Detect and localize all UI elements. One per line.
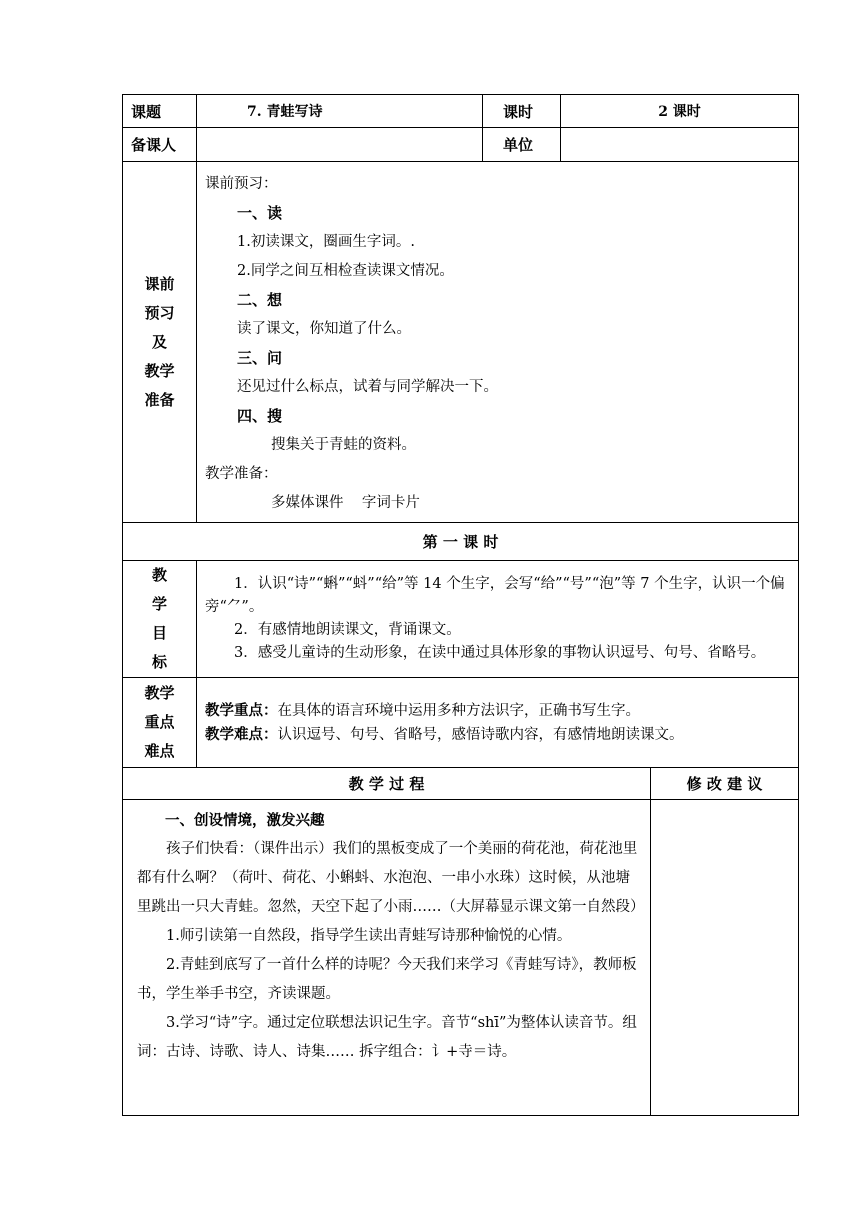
process-header-right: 修 改 建 议: [651, 768, 799, 800]
prep-label: [123, 162, 197, 523]
goals-label-line: 教: [151, 566, 167, 584]
preparer-value-cell: [197, 128, 483, 162]
lesson-title: 第 一 课 时: [123, 523, 799, 561]
prep-heading: 四、搜: [237, 407, 283, 425]
unit-label-cell: [483, 128, 561, 162]
period-value: 2 课时: [658, 104, 701, 120]
header-row-topic: [123, 95, 799, 128]
prep-row: [123, 162, 799, 523]
unit-value-cell: [561, 128, 799, 162]
prep-line: 还见过什么标点，试着与同学解决一下。: [237, 379, 498, 395]
prep-label-line: 准备: [144, 390, 175, 409]
keys-label-line: 难点: [144, 742, 175, 760]
process-section-title: 一、创设情境，激发兴趣: [165, 812, 325, 829]
prep-heading: 一、读: [237, 204, 283, 222]
period-value-cell: [561, 95, 799, 128]
process-paragraph: 2.青蛙到底写了一首什么样的诗呢？今天我们来学习《青蛙写诗》，教师板书，学生举手书空，齐读课题。: [137, 957, 637, 1002]
keys-content: [197, 678, 799, 768]
prep-line: 搜集关于青蛙的资料。: [271, 437, 416, 453]
prep-label-line: 预习: [144, 303, 175, 322]
prep-label-line: 及: [151, 332, 167, 351]
difficulty-line: [205, 723, 790, 747]
lesson-title-row: [123, 523, 799, 561]
period-label: 课时: [503, 102, 534, 121]
difficulty-label: 教学难点：: [205, 725, 278, 743]
period-label-cell: [483, 95, 561, 128]
goals-label: [123, 561, 197, 678]
goals-content: [197, 561, 799, 678]
preparer-label-cell: [123, 128, 197, 162]
difficulty-text: 认识逗号、句号、省略号，感悟诗歌内容，有感情地朗读课文。: [277, 726, 684, 743]
lesson-plan: [122, 94, 798, 1116]
topic-value: 7. 青蛙写诗: [247, 104, 323, 120]
topic-label-cell: [123, 95, 197, 128]
prep-content: [197, 162, 799, 523]
focus-text: 在具体的语言环境中运用多种方法识字，正确书写生字。: [277, 702, 640, 719]
keys-label: [123, 678, 197, 768]
prep-line: 读了课文，你知道了什么。: [237, 321, 411, 337]
goals-label-line: 标: [151, 653, 167, 671]
focus-line: [205, 699, 790, 723]
goal-item: 1．认识“诗”“蝌”“蚪”“给”等 14 个生字，会写“给”“号”“泡”等 7 个生字，认识一个偏旁“⺈”。: [205, 576, 785, 615]
goal-item: 2．有感情地朗读课文，背诵课文。: [234, 622, 461, 638]
prep-label-line: 课前: [144, 274, 175, 293]
process-header-left: 教 学 过 程: [123, 768, 651, 800]
goals-label-line: 学: [151, 595, 167, 613]
preparer-label: 备课人: [131, 136, 177, 154]
process-header-row: [123, 768, 799, 800]
goals-row: [123, 561, 799, 678]
goals-label-line: 目: [151, 624, 167, 642]
prep-line: 1.初读课文，圈画生字词。.: [237, 234, 415, 250]
lesson-plan-table: [122, 94, 799, 1116]
prep-heading: 二、想: [237, 291, 283, 309]
process-paragraph: 孩子们快看：（课件出示）我们的黑板变成了一个美丽的荷花池，荷花池里都有什么啊？（荷叶、荷花、小蝌蚪、水泡泡、一串小水珠）这时候，从池塘里跳出一只大青蛙。忽然，天空下起了小雨……（大屏幕显示课文第一自然段）: [137, 841, 645, 915]
keys-label-line: 重点: [144, 713, 175, 731]
revision-suggestion-cell: [651, 800, 799, 1116]
prep-heading: 三、问: [237, 349, 283, 367]
goal-item: 3．感受儿童诗的生动形象，在读中通过具体形象的事物认识逗号、句号、省略号。: [234, 645, 766, 661]
focus-label: 教学重点：: [205, 701, 278, 719]
prep-intro: 课前预习：: [205, 176, 278, 192]
topic-value-cell: [197, 95, 483, 128]
process-content: [123, 800, 651, 1116]
prep-label-line: 教学: [144, 361, 175, 380]
header-row-preparer: [123, 128, 799, 162]
process-row: [123, 800, 799, 1116]
process-paragraph: 3.学习“诗”字。通过定位联想法识记生字。音节“shī”为整体认读音节。组词：古诗、诗歌、诗人、诗集…… 拆字组合：讠+寺＝诗。: [137, 1015, 637, 1060]
keys-label-line: 教学: [144, 684, 175, 702]
prep-line: 2.同学之间互相检查读课文情况。: [237, 263, 454, 279]
keys-row: [123, 678, 799, 768]
topic-label: 课题: [131, 102, 162, 121]
teach-prep-items: 多媒体课件 字词卡片: [271, 495, 420, 511]
process-paragraph: 1.师引读第一自然段，指导学生读出青蛙写诗那种愉悦的心情。: [166, 928, 572, 944]
teach-prep-label: 教学准备：: [205, 466, 278, 482]
unit-label: 单位: [503, 136, 534, 154]
